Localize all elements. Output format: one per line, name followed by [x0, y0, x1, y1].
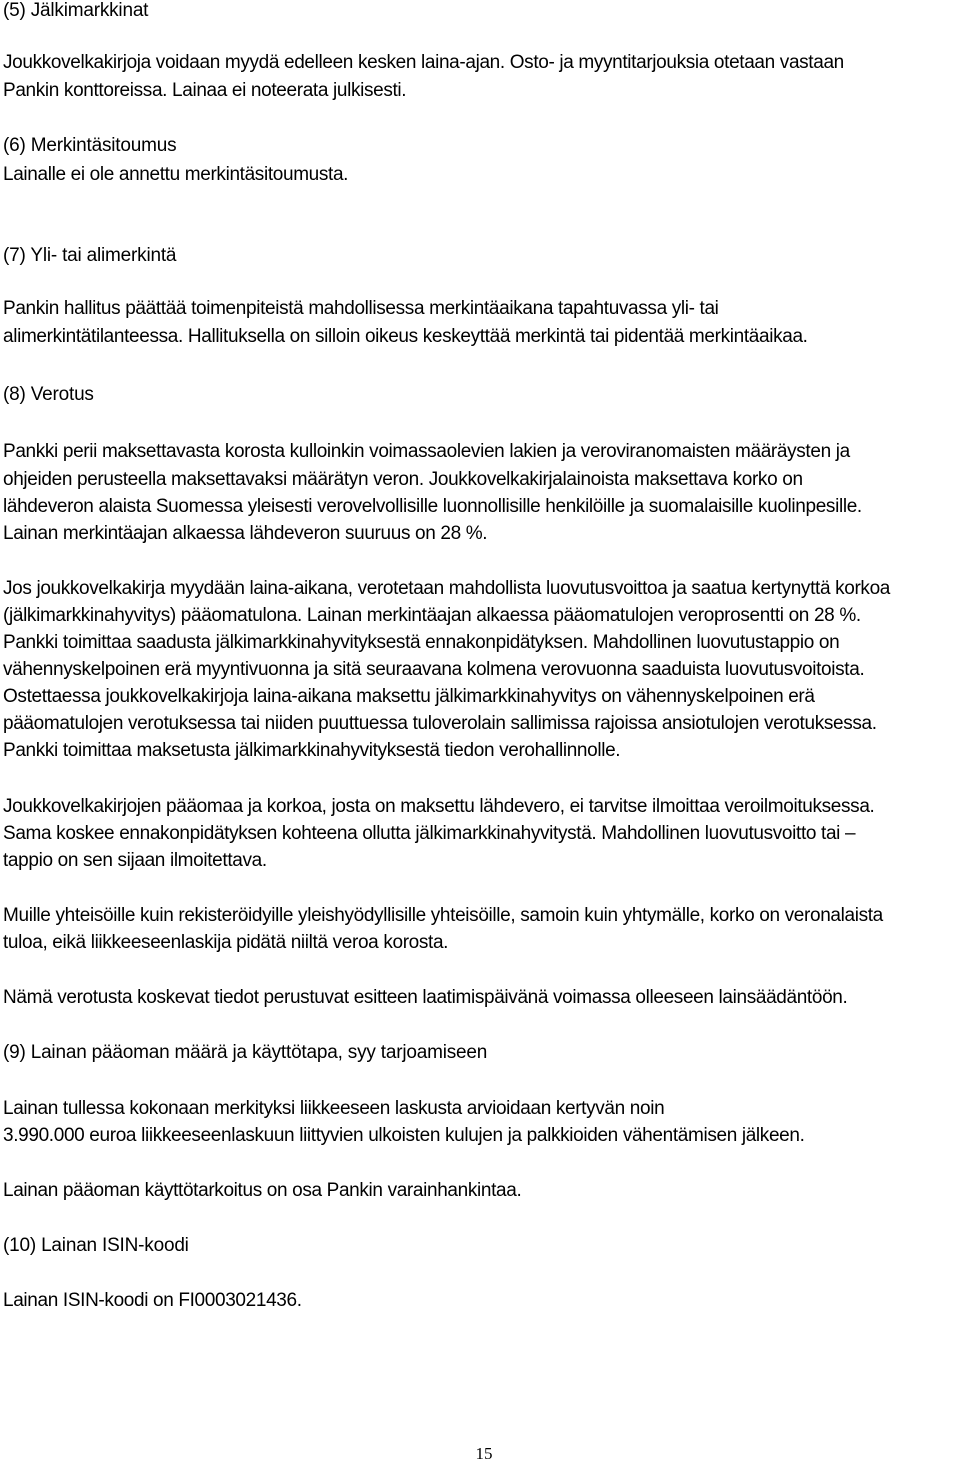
paragraph-line: Pankki toimittaa maksetusta jälkimarkkinahyvityksestä tiedon verohallinnolle.: [3, 740, 621, 761]
section-heading-yli-tai-alimerkinta: (7) Yli- tai alimerkintä: [3, 245, 177, 266]
paragraph-line: tuloa, eikä liikkeeseenlaskija pidätä niiltä veroa korosta.: [3, 932, 449, 953]
section-heading-lainan-paaoma: (9) Lainan pääoman määrä ja käyttötapa, syy tarjoamiseen: [3, 1042, 488, 1063]
paragraph-line: Lainan tullessa kokonaan merkityksi liikkeeseen laskusta arvioidaan kertyvän noin: [3, 1098, 665, 1119]
paragraph-line: ohjeiden perusteella maksettavaksi määrätyn veron. Joukkovelkakirjalainoista maksettava korko on: [3, 469, 803, 490]
page-number: 15: [475, 1444, 493, 1463]
paragraph-line: Nämä verotusta koskevat tiedot perustuvat esitteen laatimispäivänä voimassa olleeseen lainsäädäntöön.: [3, 987, 848, 1008]
paragraph-line: Jos joukkovelkakirja myydään laina-aikana, verotetaan mahdollista luovutusvoittoa ja saatua kertynyttä korkoa: [3, 578, 891, 599]
section-heading-jalkimarkkinat: (5) Jälkimarkkinat: [3, 0, 149, 21]
paragraph-line: Pankin konttoreissa. Lainaa ei noteerata julkisesti.: [3, 80, 407, 101]
paragraph-line: Lainan ISIN-koodi on FI0003021436.: [3, 1290, 302, 1311]
paragraph-line: Joukkovelkakirjojen pääomaa ja korkoa, josta on maksettu lähdevero, ei tarvitse ilmoittaa veroilmoituksessa.: [3, 796, 875, 817]
paragraph-line: (jälkimarkkinahyvitys) pääomatulona. Lainan merkintäajan alkaessa pääomatulojen veroprosentti on 28 %.: [3, 605, 861, 626]
paragraph-line: Lainan merkintäajan alkaessa lähdeveron suuruus on 28 %.: [3, 523, 488, 544]
paragraph-line: Lainan pääoman käyttötarkoitus on osa Pankin varainhankintaa.: [3, 1180, 522, 1201]
paragraph-line: Muille yhteisöille kuin rekisteröidyille yleishyödyllisille yhteisöille, samoin kuin yhtymälle, korko on veronalaista: [3, 905, 883, 926]
paragraph-line: Ostettaessa joukkovelkakirjoja laina-aikana maksettu jälkimarkkinahyvitys on vähennyskelpoinen erä: [3, 686, 815, 707]
paragraph-line: Pankin hallitus päättää toimenpiteistä mahdollisessa merkintäaikana tapahtuvassa yli- tai: [3, 298, 719, 319]
section-heading-isin-koodi: (10) Lainan ISIN-koodi: [3, 1235, 189, 1256]
section-heading-merkintasitoumus: (6) Merkintäsitoumus: [3, 135, 177, 156]
paragraph-line: vähennyskelpoinen erä myyntivuonna ja sitä seuraavana kolmena verovuonna saaduista luovutusvoitoista.: [3, 659, 865, 680]
paragraph-line: 3.990.000 euroa liikkeeseenlaskuun liittyvien ulkoisten kulujen ja palkkioiden vähentämisen jälkeen.: [3, 1125, 805, 1146]
paragraph-line: pääomatulojen verotuksessa tai niiden puuttuessa tuloverolain sallimissa rajoissa ansiotulojen verotuksessa.: [3, 713, 877, 734]
paragraph-line: Joukkovelkakirjoja voidaan myydä edelleen kesken laina-ajan. Osto- ja myyntitarjouksia otetaan vastaan: [3, 52, 844, 73]
paragraph-line: tappio on sen sijaan ilmoitettava.: [3, 850, 267, 871]
paragraph-line: Pankki toimittaa saadusta jälkimarkkinahyvityksestä ennakonpidätyksen. Mahdollinen luovutustappio on: [3, 632, 840, 653]
paragraph-line: lähdeveron alaista Suomessa yleisesti verovelvollisille luonnollisille henkilöille ja suomalaisille kuolinpesille.: [3, 496, 862, 517]
paragraph-line: Pankki perii maksettavasta korosta kulloinkin voimassaolevien lakien ja veroviranomaisten määräysten ja: [3, 441, 850, 462]
paragraph-line: Lainalle ei ole annettu merkintäsitoumusta.: [3, 164, 349, 185]
paragraph-line: alimerkintätilanteessa. Hallituksella on silloin oikeus keskeyttää merkintä tai pidentää merkintäaikaa.: [3, 326, 808, 347]
section-heading-verotus: (8) Verotus: [3, 384, 94, 405]
paragraph-line: Sama koskee ennakonpidätyksen kohteena ollutta jälkimarkkinahyvitystä. Mahdollinen luovutusvoitto tai –: [3, 823, 856, 844]
